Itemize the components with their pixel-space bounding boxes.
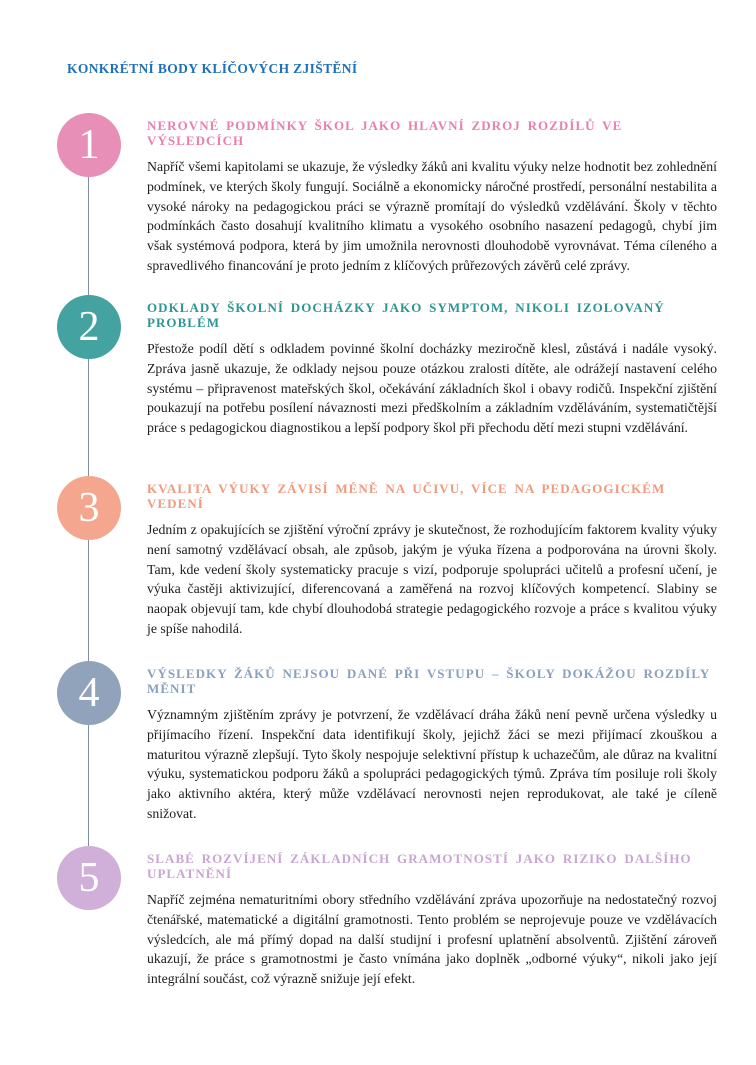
- finding-number-column: [57, 474, 147, 540]
- finding-5-heading: SLABÉ ROZVÍJENÍ ZÁKLADNÍCH GRAMOTNOSTÍ JAKO RIZIKO DALŠÍHO UPLATNĚNÍ: [147, 851, 692, 881]
- finding-5-body: Napříč zejména nematuritními obory středního vzdělávání zpráva upozorňuje na nedostatečný rozvoj čtenářské, matematické a digitální gramotnosti. Tento problém se neprojevuje pouze ve vzdělávacích výsledcích, ale má přímý dopad na další studijní i profesní uplatnění absolventů. Zjištění zároveň ukazují, že práce s gramotnostmi je často vnímána jako doplněk „odborné výuky“, nikoli jako její integrální součást, což výrazně snižuje její efekt.: [147, 892, 717, 987]
- finding-number-column: [57, 844, 147, 910]
- finding-section-5: [57, 844, 717, 989]
- finding-text-column: [147, 293, 717, 438]
- finding-3-number-badge: 3: [57, 476, 121, 540]
- finding-2-number-badge: 2: [57, 295, 121, 359]
- finding-1-body: Napříč všemi kapitolami se ukazuje, že výsledky žáků ani kvalitu výuky nelze hodnotit bez zohlednění podmínek, ve kterých školy fungují. Sociálně a ekonomicky náročné prostředí, personální nestabilita a vysoké nároky na pedagogickou práci se výrazně promítají do výsledků vzdělávání. Školy v těchto podmínkách často dosahují kvalitního klimatu a vysokého osobního nasazení pedagogů, chybí jim však systémová podpora, která by jim umožnila nerovnosti dlouhodobě vyrovnávat. Téma cíleného a spravedlivého financování je proto jedním z klíčových průřezových závěrů celé zprávy.: [147, 159, 717, 273]
- finding-number-column: [57, 659, 147, 725]
- finding-1-number-badge: 1: [57, 113, 121, 177]
- finding-section-3: [57, 474, 717, 659]
- finding-text-column: [147, 111, 717, 276]
- finding-section-1: [57, 111, 717, 293]
- finding-text-column: [147, 659, 717, 824]
- finding-4-body: Významným zjištěním zprávy je potvrzení, že vzdělávací dráha žáků není pevně určena výsledky u přijímacího řízení. Inspekční data identifikují školy, jejichž žáci se mezi přijímací zkouškou a maturitou výrazně zlepšují. Tyto školy nespojuje selektivní přístup k uchazečům, ale důraz na kvalitní výuku, systematickou podporu žáků a spolupráci pedagogických týmů. Zpráva tím posiluje roli školy jako aktivního aktéra, který může vzdělávací nerovnosti nejen reprodukovat, ale také je cíleně snižovat.: [147, 707, 717, 821]
- finding-4-number-badge: 4: [57, 661, 121, 725]
- finding-text-column: [147, 474, 717, 639]
- finding-section-2: [57, 293, 717, 474]
- finding-section-4: [57, 659, 717, 844]
- finding-1-heading: NEROVNÉ PODMÍNKY ŠKOL JAKO HLAVNÍ ZDROJ ROZDÍLŮ VE VÝSLEDCÍCH: [147, 118, 623, 148]
- finding-number-column: [57, 293, 147, 359]
- page-title: KONKRÉTNÍ BODY KLÍČOVÝCH ZJIŠTĚNÍ: [67, 61, 358, 76]
- finding-text-column: [147, 844, 717, 989]
- finding-2-heading: ODKLADY ŠKOLNÍ DOCHÁZKY JAKO SYMPTOM, NIKOLI IZOLOVANÝ PROBLÉM: [147, 300, 665, 330]
- finding-3-body: Jedním z opakujících se zjištění výroční zprávy je skutečnost, že rozhodujícím faktorem kvality výuky není samotný vzdělávací obsah, ale způsob, jakým je výuka řízena a podporována na úrovni školy. Tam, kde vedení školy systematicky pracuje s vizí, podporuje spolupráci učitelů a profesní učení, je výuka častěji aktivizující, diferencovaná a zaměřená na rozvoj klíčových kompetencí. Slabiny se naopak objevují tam, kde chybí dlouhodobá strategie pedagogického rozvoje a práce s kvalitou výuky je spíše nahodilá.: [147, 522, 717, 636]
- finding-2-body: Přestože podíl dětí s odkladem povinné školní docházky meziročně klesl, zůstává i nadále vysoký. Zpráva jasně ukazuje, že odklady nejsou pouze otázkou zralosti dítěte, ale odrážejí nastavení celého systému – připravenost mateřských škol, očekávání základních škol i obavy rodičů. Inspekční zjištění poukazují na potřebu posílení návaznosti mezi předškolním a základním vzděláváním, systematičtější práce s pedagogickou diagnostikou a lepší podpory škol při přechodu dětí mezi stupni vzdělávání.: [147, 341, 717, 436]
- finding-3-heading: KVALITA VÝUKY ZÁVISÍ MÉNĚ NA UČIVU, VÍCE NA PEDAGOGICKÉM VEDENÍ: [147, 481, 666, 511]
- findings-timeline: [57, 111, 717, 989]
- finding-4-heading: VÝSLEDKY ŽÁKŮ NEJSOU DANÉ PŘI VSTUPU – ŠKOLY DOKÁŽOU ROZDÍLY MĚNIT: [147, 666, 710, 696]
- finding-5-number-badge: 5: [57, 846, 121, 910]
- finding-number-column: [57, 111, 147, 177]
